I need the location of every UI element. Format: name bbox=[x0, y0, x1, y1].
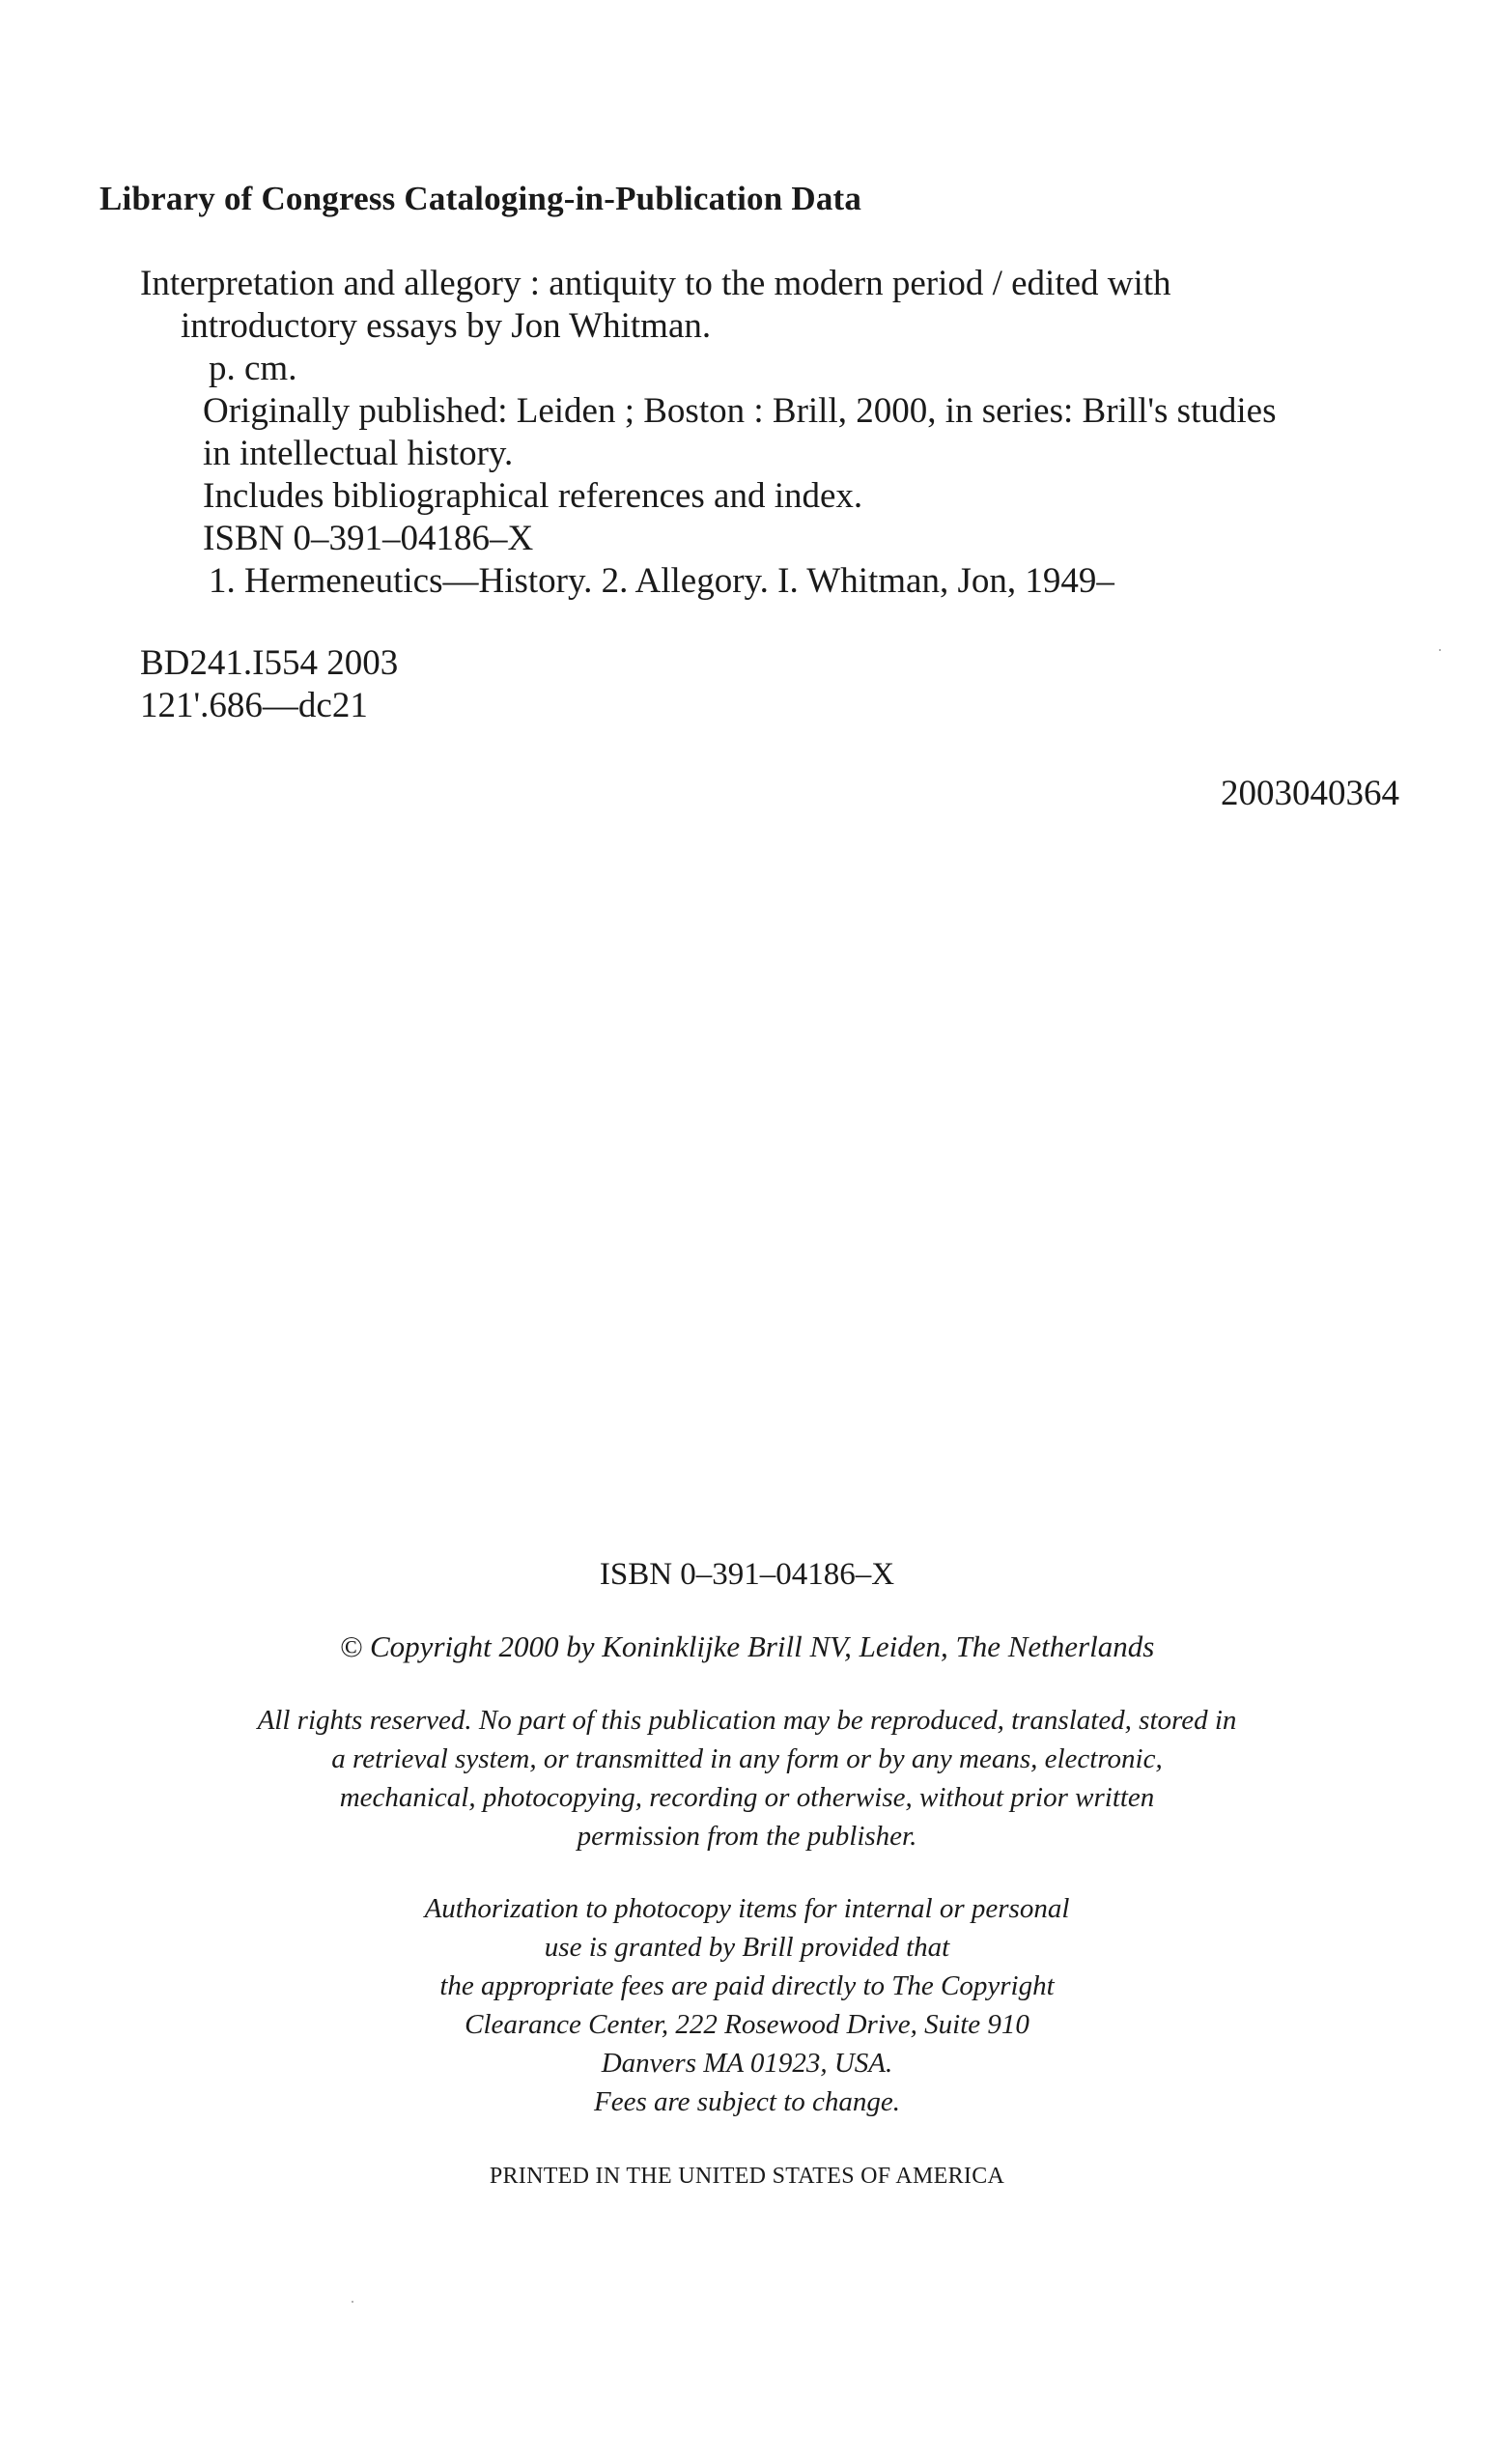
lc-call-number: BD241.I554 2003 bbox=[140, 643, 399, 683]
scan-speck bbox=[1439, 649, 1441, 651]
call-numbers bbox=[140, 642, 398, 727]
cip-isbn: ISBN 0–391–04186–X bbox=[203, 519, 534, 558]
cip-note-line-1: Originally published: Leiden ; Boston : Brill, 2000, in series: Brill's studies bbox=[203, 391, 1277, 431]
authorization-line: Authorization to photocopy items for internal or personal bbox=[424, 1893, 1070, 1924]
lccn: 2003040364 bbox=[1221, 774, 1399, 813]
cip-note-line-2: in intellectual history. bbox=[203, 434, 514, 473]
printed-in-notice: PRINTED IN THE UNITED STATES OF AMERICA bbox=[489, 2164, 1005, 2189]
cip-pagination: p. cm. bbox=[209, 349, 297, 388]
cip-subjects: 1. Hermeneutics—History. 2. Allegory. I. Whitman, Jon, 1949– bbox=[209, 561, 1114, 601]
cip-entry bbox=[140, 263, 1415, 603]
cip-bibliography-note: Includes bibliographical references and index. bbox=[203, 476, 863, 516]
cip-title-line-1: Interpretation and allegory : antiquity to the modern period / edited with bbox=[140, 264, 1171, 303]
rights-line: permission from the publisher. bbox=[577, 1821, 917, 1852]
authorization-line: the appropriate fees are paid directly to The Copyright bbox=[439, 1970, 1055, 2001]
authorization-line: Clearance Center, 222 Rosewood Drive, Suite 910 bbox=[465, 2009, 1029, 2040]
rights-statement bbox=[145, 1701, 1349, 1855]
authorization-line: Fees are subject to change. bbox=[593, 2086, 901, 2117]
scan-speck bbox=[352, 2301, 353, 2303]
imprint-isbn: ISBN 0–391–04186–X bbox=[599, 1557, 895, 1592]
dewey-number: 121'.686—dc21 bbox=[140, 686, 368, 725]
rights-line: a retrieval system, or transmitted in any form or by any means, electronic, bbox=[331, 1743, 1163, 1774]
rights-line: All rights reserved. No part of this publication may be reproduced, translated, stored in bbox=[257, 1705, 1237, 1736]
cip-heading: Library of Congress Cataloging-in-Publication Data bbox=[99, 180, 862, 217]
copyright-notice: © Copyright 2000 by Koninklijke Brill NV, Leiden, The Netherlands bbox=[339, 1629, 1155, 1663]
rights-line: mechanical, photocopying, recording or otherwise, without prior written bbox=[339, 1782, 1155, 1813]
imprint-block bbox=[145, 1555, 1349, 2191]
authorization-line: use is granted by Brill provided that bbox=[544, 1932, 950, 1963]
authorization-statement bbox=[145, 1889, 1349, 2121]
cip-title-line-2: introductory essays by Jon Whitman. bbox=[181, 306, 712, 346]
authorization-line: Danvers MA 01923, USA. bbox=[601, 2048, 893, 2079]
